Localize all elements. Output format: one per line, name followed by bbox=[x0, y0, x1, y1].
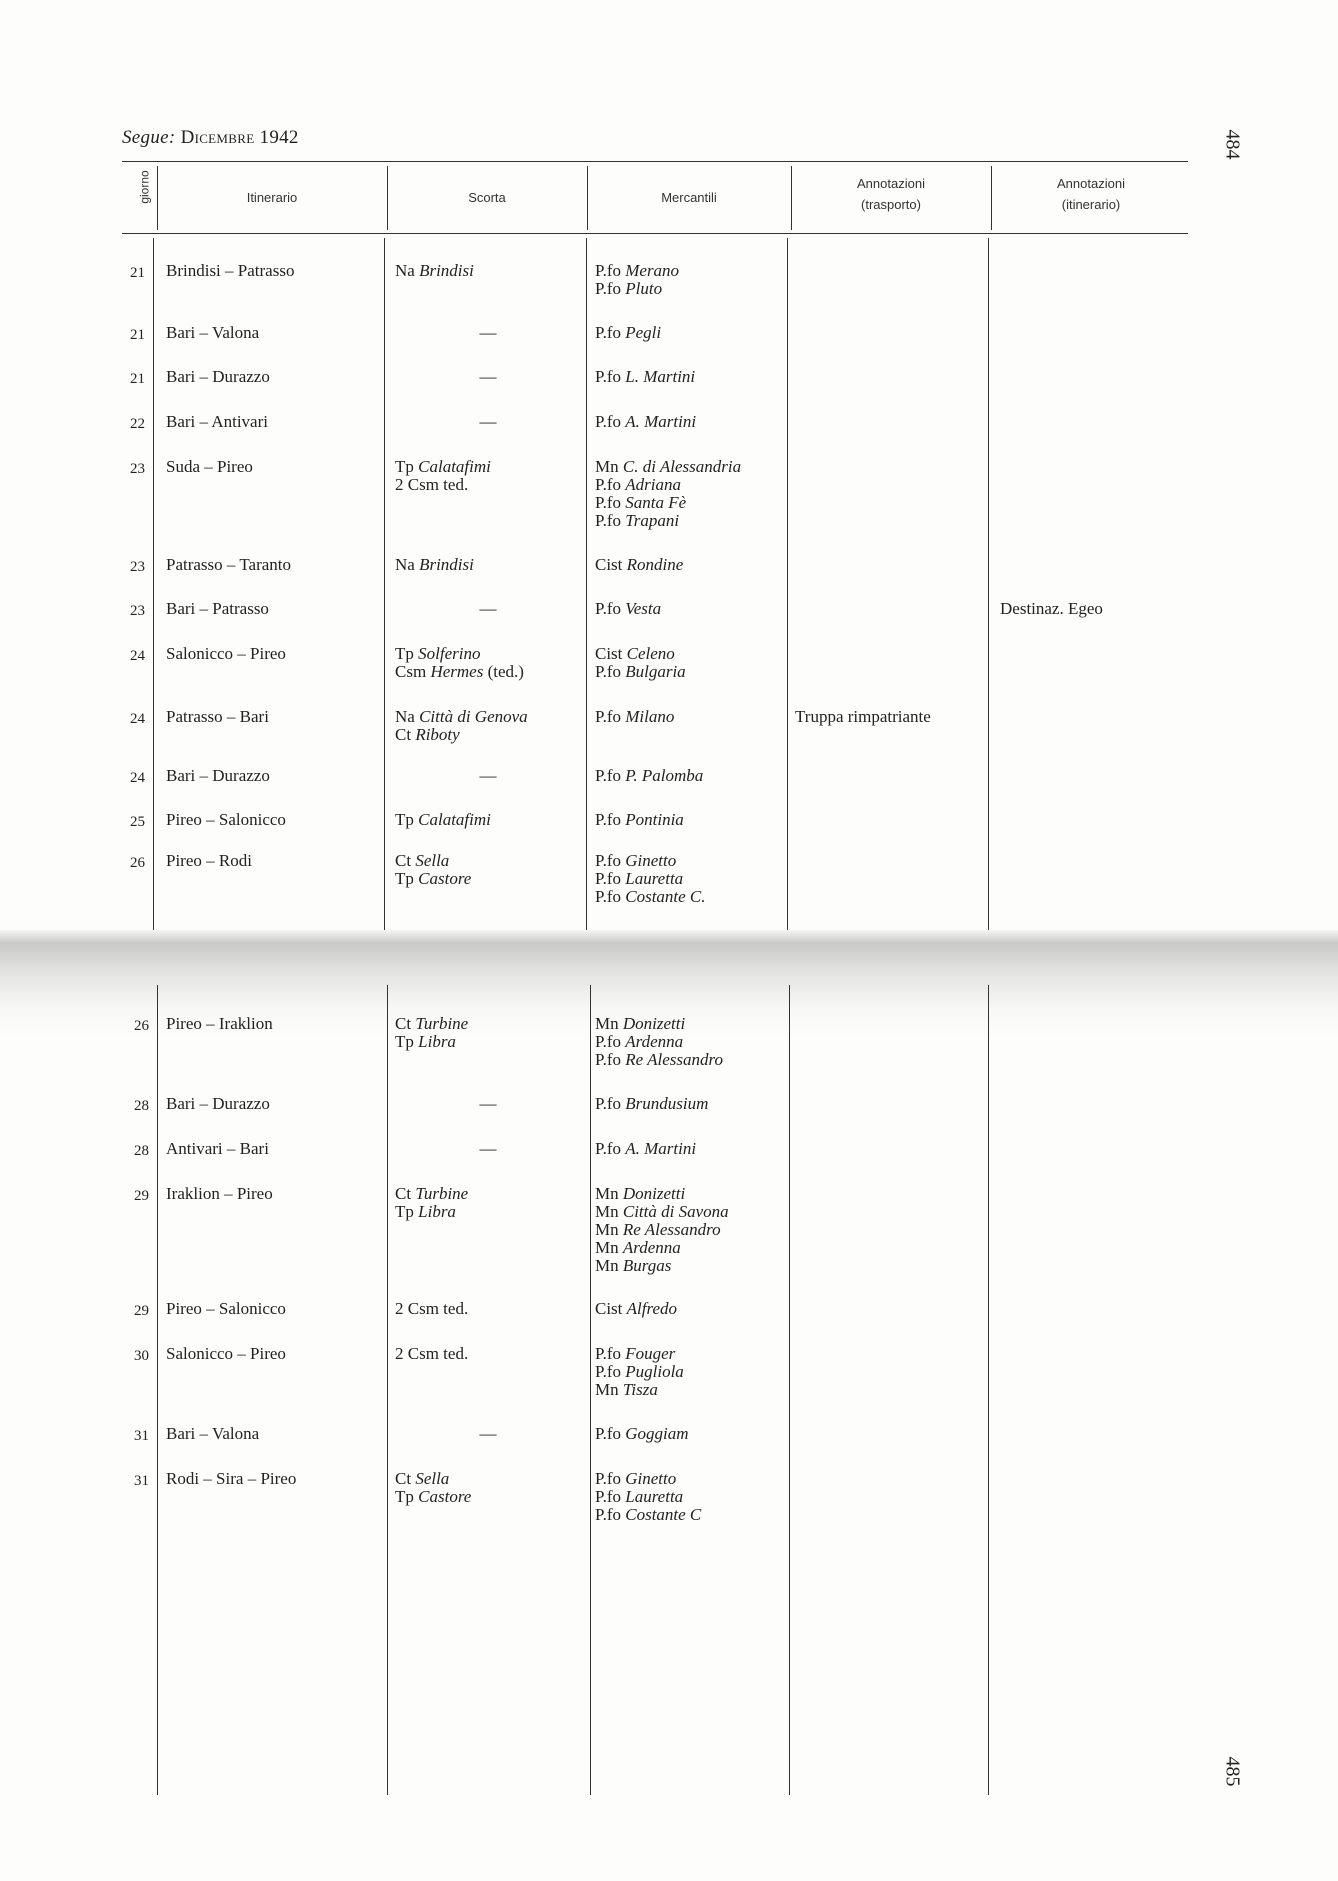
header-sep bbox=[387, 166, 388, 230]
header-rule-bottom bbox=[122, 233, 1188, 234]
body-sep bbox=[384, 238, 385, 930]
header-sep bbox=[587, 166, 588, 230]
ship-line-vessel: Donizetti bbox=[622, 1184, 686, 1203]
ship-line-vessel: Re Alessandro bbox=[625, 1050, 723, 1069]
body-sep bbox=[988, 985, 989, 1795]
row-ships bbox=[595, 1300, 677, 1318]
row-route: Bari – Durazzo bbox=[166, 766, 270, 785]
escort-line-type: 2 Csm ted. bbox=[395, 1299, 469, 1318]
ship-line-type: P.fo bbox=[595, 323, 621, 342]
ship-line-type: P.fo bbox=[595, 810, 621, 829]
ship-line bbox=[595, 1185, 729, 1203]
body-sep bbox=[586, 238, 587, 930]
row-escort-dash: — bbox=[479, 1094, 497, 1113]
ship-line-type: P.fo bbox=[595, 367, 621, 386]
row-route: Bari – Antivari bbox=[166, 412, 268, 431]
row-escort bbox=[395, 1185, 468, 1221]
escort-line-type: Ct bbox=[395, 851, 412, 870]
row-escort-dash: — bbox=[479, 1424, 497, 1443]
escort-line bbox=[395, 1470, 471, 1488]
ship-line bbox=[595, 870, 706, 888]
row-route: Pireo – Salonicco bbox=[166, 1299, 286, 1318]
row-route: Iraklion – Pireo bbox=[166, 1184, 273, 1203]
ship-line-vessel: Bulgaria bbox=[625, 662, 686, 681]
row-annotation-trasporto: Truppa rimpatriante bbox=[795, 707, 931, 726]
escort-line-vessel: Brindisi bbox=[419, 555, 474, 574]
ship-line-type: P.fo bbox=[595, 1362, 621, 1381]
ship-line-vessel: Adriana bbox=[625, 475, 681, 494]
escort-line-type: Tp bbox=[395, 810, 414, 829]
ship-line bbox=[595, 888, 706, 906]
body-sep bbox=[787, 238, 788, 930]
ship-line bbox=[595, 1203, 729, 1221]
ship-line-type: P.fo bbox=[595, 1094, 621, 1113]
row-day: 23 bbox=[130, 603, 145, 619]
escort-line-vessel: Castore bbox=[418, 1487, 472, 1506]
row-escort bbox=[395, 458, 491, 494]
ship-line-type: Mn bbox=[595, 1220, 619, 1239]
escort-line bbox=[395, 556, 474, 574]
ship-line bbox=[595, 1363, 684, 1381]
row-day: 26 bbox=[130, 855, 145, 871]
col-head-ann-itinerario-1: Annotazioni bbox=[1057, 176, 1125, 191]
ship-line-vessel: Pluto bbox=[625, 279, 663, 298]
escort-line-note: (ted.) bbox=[487, 662, 524, 681]
ship-line-type: P.fo bbox=[595, 412, 621, 431]
col-head-giorno: giorno bbox=[137, 170, 152, 204]
ship-line bbox=[595, 1300, 677, 1318]
ship-line-vessel: Trapani bbox=[625, 511, 680, 530]
ship-line bbox=[595, 458, 741, 476]
escort-line bbox=[395, 1203, 468, 1221]
row-escort bbox=[395, 1345, 468, 1363]
row-escort bbox=[395, 556, 474, 574]
ship-line bbox=[595, 708, 674, 726]
row-route: Antivari – Bari bbox=[166, 1139, 269, 1158]
row-ships bbox=[595, 556, 683, 574]
ship-line bbox=[595, 512, 741, 530]
header-title: Dicembre 1942 bbox=[180, 127, 299, 148]
row-day: 30 bbox=[134, 1348, 149, 1364]
escort-line bbox=[395, 1300, 468, 1318]
row-route: Pireo – Iraklion bbox=[166, 1014, 273, 1033]
escort-line bbox=[395, 708, 528, 726]
ship-line-vessel: Brundusium bbox=[625, 1094, 709, 1113]
ship-line-type: Cist bbox=[595, 1299, 623, 1318]
ship-line-vessel: Milano bbox=[625, 707, 675, 726]
row-escort bbox=[395, 1470, 471, 1506]
row-day: 31 bbox=[134, 1428, 149, 1444]
row-day: 29 bbox=[134, 1188, 149, 1204]
row-ships bbox=[595, 811, 684, 829]
ship-line bbox=[595, 1239, 729, 1257]
row-ships bbox=[595, 324, 661, 342]
ship-line-vessel: Ardenna bbox=[625, 1032, 684, 1051]
escort-line-vessel: Riboty bbox=[415, 725, 460, 744]
escort-line-type: Tp bbox=[395, 1202, 414, 1221]
escort-line-type: Ct bbox=[395, 1014, 412, 1033]
row-day: 26 bbox=[134, 1018, 149, 1034]
ship-line bbox=[595, 494, 741, 512]
col-head-itinerario: Itinerario bbox=[246, 190, 298, 205]
row-route: Pireo – Rodi bbox=[166, 851, 252, 870]
row-escort bbox=[395, 1300, 468, 1318]
ship-line bbox=[595, 811, 684, 829]
ship-line-vessel: Ardenna bbox=[622, 1238, 681, 1257]
ship-line-vessel: Pontinia bbox=[625, 810, 684, 829]
ship-line-vessel: A. Martini bbox=[625, 412, 697, 431]
escort-line-vessel: Libra bbox=[418, 1032, 456, 1051]
ship-line-vessel: Ginetto bbox=[625, 1469, 677, 1488]
escort-line-type: Tp bbox=[395, 1032, 414, 1051]
ship-line-vessel: Tisza bbox=[622, 1380, 658, 1399]
ship-line bbox=[595, 1095, 708, 1113]
row-day: 23 bbox=[130, 461, 145, 477]
ship-line bbox=[595, 1140, 696, 1158]
row-escort bbox=[395, 262, 474, 280]
ship-line-vessel: P. Palomba bbox=[625, 766, 704, 785]
escort-line bbox=[395, 726, 528, 744]
escort-line-vessel: Brindisi bbox=[419, 261, 474, 280]
ship-line-type: Mn bbox=[595, 1014, 619, 1033]
ship-line-vessel: Città di Savona bbox=[622, 1202, 729, 1221]
row-escort bbox=[395, 708, 528, 744]
escort-line-type: Na bbox=[395, 707, 415, 726]
ship-line-type: P.fo bbox=[595, 511, 621, 530]
ship-line-type: P.fo bbox=[595, 1487, 621, 1506]
ship-line-type: P.fo bbox=[595, 1344, 621, 1363]
row-route: Bari – Durazzo bbox=[166, 367, 270, 386]
header-sep bbox=[791, 166, 792, 230]
escort-line bbox=[395, 1345, 468, 1363]
ship-line-type: Mn bbox=[595, 1184, 619, 1203]
row-escort bbox=[395, 1015, 468, 1051]
row-route: Bari – Durazzo bbox=[166, 1094, 270, 1113]
ship-line bbox=[595, 556, 683, 574]
body-sep bbox=[590, 985, 591, 1795]
header-rule-top bbox=[122, 161, 1188, 162]
col-head-ann-itinerario bbox=[992, 174, 1190, 216]
header-sep bbox=[991, 166, 992, 230]
escort-line-type: Na bbox=[395, 555, 415, 574]
row-route: Salonicco – Pireo bbox=[166, 1344, 286, 1363]
row-escort bbox=[395, 852, 471, 888]
body-sep bbox=[157, 985, 158, 1795]
ship-line bbox=[595, 1221, 729, 1239]
ship-line bbox=[595, 645, 686, 663]
escort-line-vessel: Sella bbox=[415, 851, 450, 870]
col-head-ann-trasporto bbox=[792, 174, 990, 216]
escort-line-vessel: Castore bbox=[418, 869, 472, 888]
row-route: Salonicco – Pireo bbox=[166, 644, 286, 663]
ship-line-vessel: Alfredo bbox=[626, 1299, 678, 1318]
body-sep bbox=[153, 238, 154, 930]
escort-line-vessel: Calatafimi bbox=[418, 810, 491, 829]
ship-line-vessel: Costante C bbox=[625, 1505, 702, 1524]
ship-line bbox=[595, 413, 696, 431]
escort-line-vessel: Città di Genova bbox=[419, 707, 528, 726]
row-ships bbox=[595, 1185, 729, 1275]
escort-line-type: Ct bbox=[395, 1184, 412, 1203]
ship-line bbox=[595, 663, 686, 681]
ship-line-type: P.fo bbox=[595, 766, 621, 785]
ship-line-vessel: Santa Fè bbox=[625, 493, 687, 512]
ship-line bbox=[595, 1051, 723, 1069]
ship-line-type: P.fo bbox=[595, 1469, 621, 1488]
escort-line bbox=[395, 1033, 468, 1051]
row-ships bbox=[595, 1015, 723, 1069]
col-head-ann-trasporto-2: (trasporto) bbox=[861, 196, 921, 212]
ship-line-type: P.fo bbox=[595, 1424, 621, 1443]
ship-line-type: Mn bbox=[595, 1256, 619, 1275]
row-ships bbox=[595, 458, 741, 530]
row-route: Bari – Patrasso bbox=[166, 599, 269, 618]
ship-line-vessel: Lauretta bbox=[625, 1487, 684, 1506]
escort-line-type: 2 Csm ted. bbox=[395, 475, 469, 494]
row-route: Patrasso – Bari bbox=[166, 707, 269, 726]
ship-line-vessel: Fouger bbox=[625, 1344, 676, 1363]
ship-line-type: Mn bbox=[595, 1238, 619, 1257]
ship-line bbox=[595, 852, 706, 870]
ship-line-vessel: C. di Alessandria bbox=[622, 457, 742, 476]
row-route: Pireo – Salonicco bbox=[166, 810, 286, 829]
row-day: 21 bbox=[130, 265, 145, 281]
escort-line-type: Ct bbox=[395, 1469, 412, 1488]
row-ships bbox=[595, 708, 674, 726]
row-ships bbox=[595, 852, 706, 906]
row-day: 28 bbox=[134, 1143, 149, 1159]
escort-line-vessel: Calatafimi bbox=[418, 457, 491, 476]
row-ships bbox=[595, 645, 686, 681]
escort-line bbox=[395, 458, 491, 476]
escort-line bbox=[395, 1185, 468, 1203]
escort-line-type: Tp bbox=[395, 644, 414, 663]
escort-line bbox=[395, 262, 474, 280]
body-sep bbox=[988, 238, 989, 930]
ship-line bbox=[595, 1470, 701, 1488]
ship-line bbox=[595, 324, 661, 342]
row-day: 22 bbox=[130, 416, 145, 432]
escort-line-vessel: Solferino bbox=[418, 644, 481, 663]
escort-line-vessel: Libra bbox=[418, 1202, 456, 1221]
ship-line-vessel: Re Alessandro bbox=[622, 1220, 721, 1239]
ship-line bbox=[595, 1488, 701, 1506]
ship-line-vessel: Costante C. bbox=[625, 887, 706, 906]
row-day: 24 bbox=[130, 770, 145, 786]
ship-line bbox=[595, 262, 679, 280]
header-prefix: Segue: bbox=[122, 127, 176, 148]
ship-line-type: P.fo bbox=[595, 887, 621, 906]
escort-line bbox=[395, 663, 524, 681]
ship-line-vessel: Vesta bbox=[625, 599, 662, 618]
ship-line-vessel: L. Martini bbox=[625, 367, 696, 386]
escort-line bbox=[395, 476, 491, 494]
ship-line-type: P.fo bbox=[595, 279, 621, 298]
row-ships bbox=[595, 368, 695, 386]
ship-line-type: P.fo bbox=[595, 475, 621, 494]
ship-line bbox=[595, 600, 661, 618]
row-escort-dash: — bbox=[479, 412, 497, 431]
row-ships bbox=[595, 1095, 708, 1113]
ship-line-vessel: Rondine bbox=[626, 555, 684, 574]
row-day: 24 bbox=[130, 648, 145, 664]
ship-line bbox=[595, 1015, 723, 1033]
escort-line-type: Na bbox=[395, 261, 415, 280]
escort-line bbox=[395, 811, 491, 829]
ship-line-type: Cist bbox=[595, 555, 623, 574]
row-ships bbox=[595, 1140, 696, 1158]
row-day: 21 bbox=[130, 371, 145, 387]
page-number-top: 484 bbox=[1221, 129, 1244, 160]
ship-line-vessel: Celeno bbox=[626, 644, 675, 663]
page-number-bottom: 485 bbox=[1221, 1756, 1244, 1787]
ship-line-type: Mn bbox=[595, 457, 619, 476]
row-day: 25 bbox=[130, 814, 145, 830]
ship-line bbox=[595, 1381, 684, 1399]
row-ships bbox=[595, 600, 661, 618]
row-day: 29 bbox=[134, 1303, 149, 1319]
row-ships bbox=[595, 413, 696, 431]
row-escort bbox=[395, 811, 491, 829]
ship-line-type: Cist bbox=[595, 644, 623, 663]
escort-line-type: Csm bbox=[395, 662, 427, 681]
row-route: Bari – Valona bbox=[166, 323, 260, 342]
ship-line-vessel: A. Martini bbox=[625, 1139, 697, 1158]
ship-line bbox=[595, 767, 703, 785]
row-escort-dash: — bbox=[479, 1139, 497, 1158]
col-head-scorta: Scorta bbox=[468, 190, 506, 205]
ship-line-type: P.fo bbox=[595, 869, 621, 888]
escort-line-type: Tp bbox=[395, 457, 414, 476]
ship-line-type: P.fo bbox=[595, 493, 621, 512]
escort-line-vessel: Hermes bbox=[430, 662, 484, 681]
escort-line bbox=[395, 645, 524, 663]
ship-line-vessel: Burgas bbox=[622, 1256, 672, 1275]
col-head-ann-trasporto-1: Annotazioni bbox=[857, 176, 925, 191]
ship-line bbox=[595, 1425, 689, 1443]
ship-line bbox=[595, 1257, 729, 1275]
ship-line bbox=[595, 476, 741, 494]
row-ships bbox=[595, 262, 679, 298]
row-day: 28 bbox=[134, 1098, 149, 1114]
ship-line-type: P.fo bbox=[595, 261, 621, 280]
row-route: Rodi – Sira – Pireo bbox=[166, 1469, 297, 1488]
ship-line-type: P.fo bbox=[595, 1032, 621, 1051]
escort-line bbox=[395, 1488, 471, 1506]
ship-line-vessel: Ginetto bbox=[625, 851, 677, 870]
header-sep bbox=[157, 166, 158, 230]
ship-line bbox=[595, 1345, 684, 1363]
row-escort bbox=[395, 645, 524, 681]
row-route: Brindisi – Patrasso bbox=[166, 261, 295, 280]
row-escort-dash: — bbox=[479, 599, 497, 618]
ship-line-vessel: Pugliola bbox=[625, 1362, 684, 1381]
row-escort-dash: — bbox=[479, 367, 497, 386]
row-escort-dash: — bbox=[479, 323, 497, 342]
escort-line-vessel: Sella bbox=[415, 1469, 450, 1488]
ship-line-type: P.fo bbox=[595, 707, 621, 726]
escort-line bbox=[395, 1015, 468, 1033]
row-escort-dash: — bbox=[479, 766, 497, 785]
row-ships bbox=[595, 767, 703, 785]
ship-line bbox=[595, 1033, 723, 1051]
escort-line-vessel: Turbine bbox=[415, 1014, 469, 1033]
row-ships bbox=[595, 1425, 689, 1443]
ship-line bbox=[595, 280, 679, 298]
row-route: Suda – Pireo bbox=[166, 457, 253, 476]
ship-line-vessel: Merano bbox=[625, 261, 680, 280]
ship-line-type: P.fo bbox=[595, 599, 621, 618]
row-route: Bari – Valona bbox=[166, 1424, 260, 1443]
ship-line-vessel: Lauretta bbox=[625, 869, 684, 888]
row-day: 23 bbox=[130, 559, 145, 575]
ship-line bbox=[595, 1506, 701, 1524]
col-head-ann-itinerario-2: (itinerario) bbox=[1061, 196, 1121, 212]
ship-line-type: P.fo bbox=[595, 1505, 621, 1524]
ship-line-type: Mn bbox=[595, 1380, 619, 1399]
row-day: 31 bbox=[134, 1473, 149, 1489]
ship-line-type: P.fo bbox=[595, 662, 621, 681]
escort-line bbox=[395, 852, 471, 870]
ship-line-vessel: Goggiam bbox=[625, 1424, 689, 1443]
col-head-mercantili: Mercantili bbox=[661, 190, 717, 205]
escort-line-type: 2 Csm ted. bbox=[395, 1344, 469, 1363]
row-day: 21 bbox=[130, 327, 145, 343]
ship-line-type: Mn bbox=[595, 1202, 619, 1221]
row-annotation-itinerario: Destinaz. Egeo bbox=[1000, 599, 1103, 618]
body-sep bbox=[789, 985, 790, 1795]
ship-line-type: P.fo bbox=[595, 1050, 621, 1069]
escort-line-vessel: Turbine bbox=[415, 1184, 469, 1203]
ship-line-type: P.fo bbox=[595, 1139, 621, 1158]
escort-line-type: Tp bbox=[395, 869, 414, 888]
page-header bbox=[122, 127, 299, 149]
row-ships bbox=[595, 1345, 684, 1399]
ship-line bbox=[595, 368, 695, 386]
ship-line-vessel: Donizetti bbox=[622, 1014, 686, 1033]
escort-line-type: Ct bbox=[395, 725, 412, 744]
escort-line bbox=[395, 870, 471, 888]
row-day: 24 bbox=[130, 711, 145, 727]
row-route: Patrasso – Taranto bbox=[166, 555, 292, 574]
ship-line-type: P.fo bbox=[595, 851, 621, 870]
escort-line-type: Tp bbox=[395, 1487, 414, 1506]
ship-line-vessel: Pegli bbox=[625, 323, 662, 342]
body-sep bbox=[387, 985, 388, 1795]
row-ships bbox=[595, 1470, 701, 1524]
